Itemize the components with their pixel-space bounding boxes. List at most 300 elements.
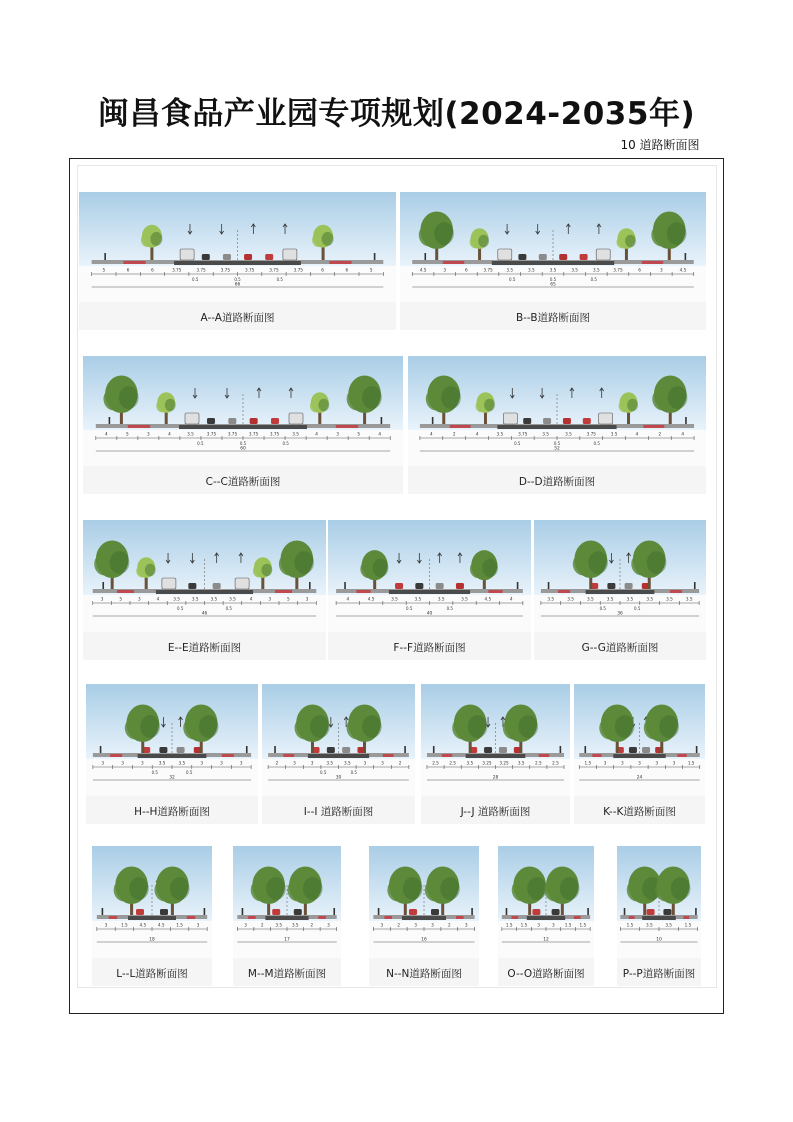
car [188,583,196,589]
carriageway [156,590,253,594]
dimension-label: 4.5 [419,267,427,273]
carriageway [527,916,565,920]
dimension-label: 3 [443,267,447,273]
road-section-panel [92,846,212,986]
dimension-label: 3.75 [518,431,528,437]
dimension-label: 3 [327,922,330,928]
cross-section-drawing [421,684,570,796]
car [629,747,637,753]
road-section-panel [369,846,479,986]
total-width-label: 36 [617,611,623,617]
car [647,909,655,915]
car [499,747,507,753]
dimension-label: 3 [196,922,200,928]
pedestrian [100,746,102,753]
dimension-label: 1.5 [564,922,572,928]
sub-dimension-label: 0.5 [593,441,600,446]
dimension-label: 3.5 [646,596,654,602]
dimension-label: 3.75 [269,267,279,273]
dimension-label: 3.75 [269,431,280,437]
dimension-label: 5 [119,596,123,602]
section-caption: L--L道路断面图 [116,968,188,980]
total-width-label: 28 [492,775,499,781]
dimension-label: 3 [620,760,624,766]
dimension-label: 3 [239,760,243,766]
bike-lane [450,425,471,428]
bike-lane [511,916,518,919]
sub-dimension-label: 0.5 [406,606,413,611]
bike-lane [275,590,292,593]
car [625,583,633,589]
road-section-panel [79,192,396,330]
dimension-label: 3 [380,922,384,928]
dimension-label: 3 [638,760,641,766]
dimension-label: 3 [655,760,659,766]
sub-dimension-label: 0.5 [553,441,561,446]
dimension-label: 4 [315,431,318,437]
sub-dimension-label: 0.5 [590,277,597,282]
dimension-label: 3 [672,760,676,766]
road-section-panel [83,356,403,494]
total-width-label: 12 [543,937,549,943]
total-width-label: 17 [284,937,290,943]
pedestrian [242,908,244,915]
car [272,909,280,915]
dimension-label: 3 [200,760,204,766]
dimension-label: 3 [137,596,141,602]
pedestrian [204,908,206,915]
dimension-label: 3 [381,760,384,766]
bike-lane [318,916,326,919]
dimension-label: 3.5 [610,431,618,437]
bus [283,249,297,260]
dimension-label: 3 [104,922,108,928]
section-caption: O--O道路断面图 [507,968,585,980]
dimension-label: 3.5 [571,267,578,273]
bike-lane [329,261,351,264]
car [250,418,258,424]
section-caption: H--H道路断面图 [134,806,210,818]
sub-dimension-label: 0.5 [350,770,357,775]
pedestrian [694,582,696,589]
sub-dimension-label: 0.5 [192,277,199,282]
pedestrian [424,253,426,260]
sub-dimension-label: 0.5 [599,606,606,611]
car [607,583,615,589]
bike-lane [248,916,256,919]
bus [185,413,199,424]
dimension-label: 3.75 [244,267,255,273]
bike-lane [683,916,689,919]
section-caption: A--A道路断面图 [200,312,275,324]
car [484,747,492,753]
pedestrian [274,746,276,753]
dimension-label: 3 [659,267,663,273]
dimension-label: 3.5 [542,431,549,437]
pedestrian [685,253,687,260]
pedestrian [587,908,589,915]
dimension-label: 3.5 [626,596,634,602]
pedestrian [109,417,111,424]
bike-lane [356,590,370,593]
car [327,747,335,753]
dimension-label: 3.5 [586,596,594,602]
dimension-label: 3 [268,596,272,602]
dimension-label: 3.5 [414,596,422,602]
section-caption: I--I 道路断面图 [303,806,374,818]
dimension-label: 3.5 [646,922,653,928]
sub-dimension-label: 0.5 [151,770,158,775]
total-width-label: 18 [149,937,155,943]
car [271,418,279,424]
total-width-label: 10 [656,937,662,943]
dimension-label: 4 [346,596,350,602]
dimension-label: 3.5 [567,596,574,602]
carriageway [179,425,307,429]
pedestrian [432,417,434,424]
bike-lane [187,916,195,919]
dimension-label: 3.5 [275,922,283,928]
total-width-label: 60 [240,446,246,452]
dimension-label: 3.5 [528,267,535,273]
bike-lane [283,754,294,757]
dimension-label: 4.5 [679,267,687,273]
dimension-label: 1.5 [584,760,592,766]
bike-lane [558,590,570,593]
dimension-label: 3.75 [586,431,596,437]
carriageway [586,590,655,594]
car [342,747,350,753]
car [532,909,540,915]
car [207,418,215,424]
pedestrian [378,908,380,915]
cross-section-drawing [233,846,341,958]
dimension-label: 4 [509,596,513,602]
bike-lane [383,754,394,757]
car [395,583,403,589]
dimension-label: 4 [430,431,433,437]
dimension-label: 3 [293,760,296,766]
total-width-label: 40 [426,611,433,617]
pedestrian [695,908,697,915]
dimension-label: 3.5 [291,922,299,928]
cross-section-drawing [498,846,594,958]
dimension-label: 1.5 [684,922,692,928]
bike-lane [117,590,134,593]
section-caption: M--M道路断面图 [247,968,327,980]
dimension-label: 3.75 [227,431,238,437]
bike-lane [336,425,358,428]
dimension-label: 3.5 [565,431,572,437]
cross-section-drawing [369,846,479,958]
cross-section-drawing [408,356,706,466]
dimension-label: 2 [275,760,279,766]
dimension-label: 3.5 [343,760,351,766]
pedestrian [104,253,106,260]
cross-section-drawing [83,356,403,466]
section-caption: D--D道路断面图 [518,476,596,488]
car [159,747,167,753]
dimension-label: 3.75 [293,267,303,273]
car [523,418,531,424]
dimension-label: 2 [397,922,401,928]
dimension-label: 3.5 [666,596,673,602]
dimension-label: 3.5 [592,267,600,273]
dimension-label: 3 [363,760,367,766]
pedestrian [548,582,550,589]
car [294,909,302,915]
sub-dimension-label: 0.5 [320,770,327,775]
dimension-label: 4 [475,431,479,437]
dimension-label: 3.25 [482,760,492,766]
car [136,909,144,915]
bike-lane [222,754,234,757]
bike-lane [384,916,392,919]
dimension-label: 3.75 [613,267,623,273]
dimension-label: 1.5 [121,922,128,928]
dimension-label: 2 [260,922,264,928]
sub-dimension-label: 0.5 [446,606,453,611]
road-section-panel [262,684,415,824]
bike-lane [642,261,663,264]
dimension-label: 2.5 [552,760,559,766]
road-section-panel [83,520,326,660]
dimension-label: 2 [452,431,456,437]
cross-section-drawing [617,846,701,958]
sub-dimension-label: 0.5 [276,277,283,282]
road-section-panel [233,846,341,986]
dimension-label: 2.5 [432,760,439,766]
car [202,254,210,260]
dimension-label: 3.5 [292,431,299,437]
total-width-label: 66 [234,282,241,288]
road-section-panel [400,192,706,330]
road-section-panel [408,356,706,494]
sub-dimension-label: 0.5 [225,606,232,611]
dimension-label: 3.5 [606,596,614,602]
sub-dimension-label: 0.5 [186,770,193,775]
car [642,747,650,753]
dimension-label: 3.5 [547,596,555,602]
total-width-label: 30 [335,775,342,781]
dimension-label: 3.5 [178,760,186,766]
dimension-label: 3.25 [499,760,509,766]
pedestrian [560,746,562,753]
dimension-label: 3 [244,922,247,928]
dimension-label: 3.5 [437,596,445,602]
car [456,583,464,589]
carriageway [138,754,207,758]
dimension-label: 4.5 [157,922,165,928]
bike-lane [456,916,464,919]
car [228,418,236,424]
dimension-label: 6 [345,267,349,273]
road-section-panel [534,520,706,660]
dimension-label: 3 [140,760,144,766]
cross-section-drawing [79,192,396,302]
bike-lane [539,754,549,757]
dimension-label: 6 [638,267,641,273]
dimension-label: 3.5 [229,596,236,602]
total-width-label: 16 [421,937,427,943]
car [265,254,273,260]
bus [599,413,613,424]
road-section-panel [328,520,531,660]
section-caption: K--K道路断面图 [603,806,676,818]
bus [162,578,176,589]
pedestrian [404,746,406,753]
cross-section-drawing [400,192,706,302]
dimension-label: 5 [286,596,290,602]
car [552,909,560,915]
dimension-label: 4 [681,431,684,437]
car [223,254,231,260]
pedestrian [685,417,687,424]
dimension-label: 4 [104,431,108,437]
pedestrian [433,746,435,753]
bus [498,249,512,260]
pedestrian [344,582,346,589]
carriageway [308,754,369,758]
carriageway [402,916,446,920]
section-caption: P--P道路断面图 [622,968,696,980]
pedestrian [584,746,586,753]
dimension-label: 1.5 [176,922,183,928]
sub-dimension-label: 0.5 [197,441,204,446]
dimension-label: 1.5 [626,922,634,928]
dimension-label: 3 [220,760,223,766]
sub-dimension-label: 0.5 [549,277,557,282]
cross-section-drawing [328,520,531,632]
dimension-label: 3 [121,760,124,766]
dimension-label: 6 [126,267,130,273]
dimension-label: 6 [465,267,468,273]
dimension-label: 1.5 [520,922,528,928]
dimension-label: 3.5 [158,760,166,766]
sub-dimension-label: 0.5 [514,441,521,446]
section-caption: E--E道路断面图 [167,642,242,654]
carriageway [174,261,301,265]
dimension-label: 1.5 [687,760,695,766]
dimension-label: 3.5 [685,596,693,602]
bike-lane [123,261,145,264]
car [213,583,221,589]
section-caption: C--C道路断面图 [205,476,281,488]
carriageway [466,754,526,758]
bus [289,413,303,424]
cross-section-drawing [574,684,705,796]
dimension-label: 3 [552,922,555,928]
dimension-label: 3 [431,922,434,928]
dimension-label: 3.5 [517,760,525,766]
car [431,909,439,915]
pedestrian [102,582,104,589]
dimension-label: 3 [310,760,314,766]
carriageway [497,425,616,429]
pedestrian [624,908,626,915]
dimension-label: 3.5 [466,760,474,766]
page-title: 闽昌食品产业园专项规划(2024-2035年) [97,96,696,132]
bike-lane [443,261,464,264]
dimension-label: 3 [305,596,309,602]
dimension-label: 1.5 [579,922,587,928]
pedestrian [471,908,473,915]
pedestrian [506,908,508,915]
dimension-label: 4.5 [139,922,147,928]
car [177,747,185,753]
carriageway [642,916,676,920]
car [539,254,547,260]
car [583,418,591,424]
dimension-label: 3.5 [391,596,398,602]
pedestrian [381,417,383,424]
bus [180,249,194,260]
dimension-label: 5 [126,431,129,437]
dimension-label: 3.5 [173,596,180,602]
dimension-label: 2 [310,922,314,928]
dimension-label: 3.5 [496,431,504,437]
dimension-label: 2.5 [449,760,456,766]
road-section-panel [574,684,705,824]
bike-lane [110,754,122,757]
sub-dimension-label: 0.5 [634,606,641,611]
bike-lane [629,916,635,919]
section-caption: G--G道路断面图 [581,642,659,654]
dimension-label: 4 [249,596,253,602]
road-section-panel [421,684,570,824]
dimension-label: 3 [414,922,417,928]
dimension-label: 4 [378,431,382,437]
bike-lane [643,425,664,428]
car [559,254,567,260]
dimension-label: 3.75 [206,431,217,437]
pedestrian [102,908,104,915]
dimension-label: 2 [398,760,402,766]
dimension-label: 3.5 [461,596,468,602]
section-caption: F--F道路断面图 [393,642,466,654]
car [160,909,168,915]
dimension-label: 2 [447,922,451,928]
car [518,254,526,260]
dimension-label: 4.5 [484,596,492,602]
total-width-label: 46 [201,611,208,617]
road-section-panel [617,846,701,986]
dimension-label: 1.5 [505,922,513,928]
pedestrian [333,908,335,915]
total-width-label: 24 [636,775,643,781]
pedestrian [517,582,519,589]
car [663,909,671,915]
sub-dimension-label: 0.5 [239,441,247,446]
cross-section-drawing [83,520,326,632]
total-width-label: 65 [550,282,556,288]
dimension-label: 3.5 [665,922,672,928]
dimension-label: 3.75 [248,431,259,437]
carriageway [128,916,176,920]
dimension-label: 3 [336,431,339,437]
carriageway [492,261,614,265]
bus [596,249,610,260]
cross-section-drawing [86,684,258,796]
page-subtitle: 10 道路断面图 [620,138,700,152]
road-section-panel [498,846,594,986]
bike-lane [677,754,686,757]
dimension-label: 4.5 [367,596,375,602]
road-section-panel [86,684,258,824]
car [543,418,551,424]
carriageway [265,916,308,920]
dimension-label: 6 [321,267,324,273]
